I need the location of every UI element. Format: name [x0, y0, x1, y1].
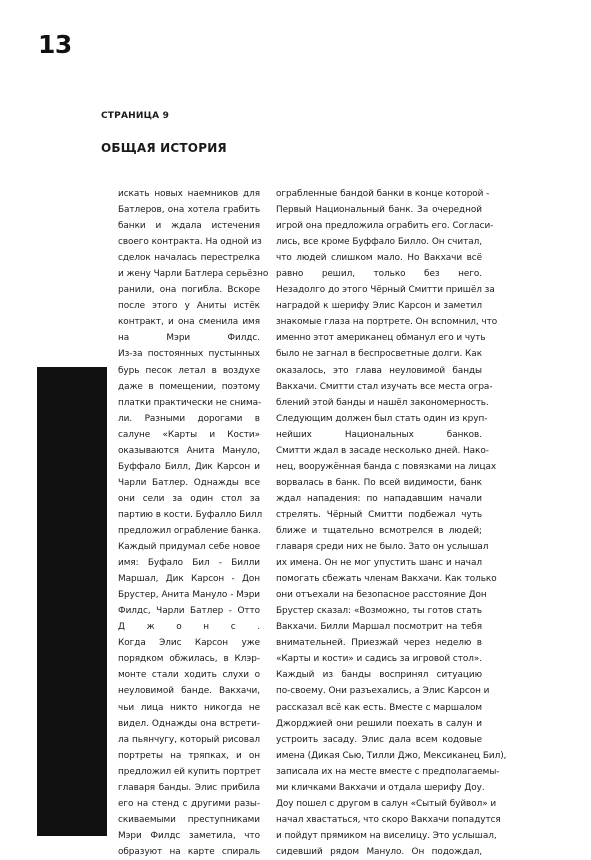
text-line: Джорджией они решили поехать в салун и [276, 718, 482, 729]
text-line: ждал нападения: по нападавшим начали [276, 493, 482, 504]
text-line: что людей слишком мало. Но Вакхачи всё [276, 253, 482, 264]
text-line: их имена. Он не мог упустить шанс и начал [276, 558, 482, 569]
text-line: после этого у Аниты истёк [118, 301, 260, 312]
text-line: монте стали ходить слухи о [118, 670, 260, 681]
text-line: именно этот американец обманул его и чуть [276, 333, 486, 344]
text-line: Чарли Батлер. Однажды все [118, 477, 260, 488]
text-line: чьи лица никто никогда не [118, 702, 260, 713]
text-line: и пойдут прямиком на виселицу. Это услышал, [276, 830, 497, 841]
text-line: по-своему. Они разъехались, а Элис Карсон и [276, 686, 490, 697]
text-line: портреты на тряпках, и он [118, 750, 260, 761]
text-line: наградой к шерифу Элис Карсон и заметил [276, 301, 482, 312]
text-line: бурь песок летал в воздухе [118, 365, 260, 376]
text-line: начал хвастаться, что скоро Вакхачи попадутся [276, 814, 501, 825]
text-line: внимательней. Приезжай через неделю в [276, 638, 482, 649]
text-line: Вакхачи. Смитти стал изучать все места огра- [276, 381, 493, 392]
text-line: оказываются Анита Мануло, [118, 445, 260, 456]
text-line: скиваемыми преступниками [118, 814, 260, 825]
text-line: ли. Разными дорогами в [118, 413, 260, 424]
text-line: видел. Однажды она встрети- [118, 718, 260, 729]
decorative-black-bar [37, 367, 107, 836]
text-line: банки и ждала истечения [118, 221, 260, 232]
text-line: салуне «Карты и Кости» [118, 429, 260, 440]
text-line: Буффало Билл, Дик Карсон и [118, 461, 260, 472]
text-line: Батлеров, она хотела грабить [118, 205, 260, 216]
text-line: Мэри Филдс заметила, что [118, 830, 260, 841]
text-line: главаря банды. Элис прибила [118, 782, 260, 793]
text-line: Каждый из банды воспринял ситуацию [276, 670, 482, 681]
text-line: порядком обжилась, в Клэр- [118, 654, 260, 665]
text-line: партию в кости. Буфалло Билл [118, 509, 263, 520]
text-line: было не загнал в беспросветные долги. Как [276, 349, 482, 360]
text-line: сделок началась перестрелка [118, 253, 260, 264]
text-line: Вакхачи. Билли Маршал посмотрит на тебя [276, 622, 482, 633]
text-line: ограбленные бандой банки в конце которой - [276, 189, 490, 199]
text-line: предложил ей купить портрет [118, 766, 261, 777]
text-line: образуют на карте спираль [118, 846, 260, 857]
text-line: Д ж о н с . [118, 622, 260, 633]
text-line: неуловимой банде. Вакхачи, [118, 686, 260, 697]
text-line: ранили, она погибла. Вскоре [118, 285, 260, 296]
text-line: рассказал всё как есть. Вместе с маршалом [276, 702, 482, 713]
text-line: Доу пошел с другом в салун «Сытый буйвол» и [276, 798, 497, 809]
text-line: ми кличками Вакхачи и отдала шерифу Доу. [276, 782, 485, 793]
text-line: записала их на месте вместе с предполагаемы- [276, 766, 500, 777]
text-line: Следующим должен был стать один из круп- [276, 413, 488, 424]
text-line: Из-за постоянных пустынных [118, 349, 260, 360]
text-line: устроить засаду. Элис дала всем кодовые [276, 734, 482, 745]
text-line: даже в помещении, поэтому [118, 381, 260, 392]
text-line: «Карты и кости» и садись за игровой стол». [276, 654, 483, 665]
text-line: ла пьянчугу, который рисовал [118, 734, 260, 745]
section-label: СТРАНИЦА 9 [101, 111, 170, 121]
page-number: 13 [38, 30, 72, 59]
text-line: Маршал, Дик Карсон - Дон [118, 574, 260, 585]
text-line: на Мэри Филдс. [118, 333, 260, 344]
text-line: блений этой банды и нашёл закономерность. [276, 397, 489, 408]
text-line: Незадолго до этого Чёрный Смитти пришёл за [276, 285, 495, 296]
text-line: Брустер, Анита Мануло - Мэри [118, 590, 260, 601]
text-line: оказалось, это глава неуловимой банды [276, 365, 482, 376]
text-line: Каждый придумал себе новое [118, 542, 260, 553]
text-line: своего контракта. На одной из [118, 237, 262, 248]
left-text-column [118, 186, 269, 860]
text-line: Брустер сказал: «Возможно, ты готов стать [276, 606, 482, 617]
text-line: предложил ограбление банка. [118, 525, 261, 536]
text-line: и жену Чарли Батлера серьёзно [118, 269, 269, 280]
text-line: ворвалась в банк. По всей видимости, банк [276, 477, 482, 488]
text-line: сидевший рядом Мануло. Он подождал, [276, 846, 482, 857]
text-line: игрой она предложила ограбить его. Согласи- [276, 221, 494, 232]
text-line: Смитти ждал в засаде несколько дней. Нако- [276, 445, 489, 456]
text-line: равно решил, только без него. [276, 269, 482, 280]
right-text-column [276, 186, 507, 860]
text-line: Филдс, Чарли Батлер - Отто [118, 606, 260, 617]
text-line: помогать сбежать членам Вакхачи. Как только [276, 574, 497, 585]
text-line: Первый Национальный банк. За очередной [276, 205, 482, 216]
text-line: Когда Элис Карсон уже [118, 638, 260, 649]
text-line: знакомые глаза на портрете. Он вспомнил, что [276, 317, 498, 328]
text-line: ближе и тщательно всмотрелся в людей; [276, 525, 482, 536]
text-line: искать новых наемников для [118, 189, 260, 199]
text-line: нейших Национальных банков. [276, 429, 482, 440]
text-line: стрелять. Чёрный Смитти подбежал чуть [276, 509, 482, 520]
text-line: они отъехали на безопасное расстояние Дон [276, 590, 487, 601]
text-line: его на стенд с другими разы- [118, 798, 260, 809]
text-line: имя: Буфало Бил - Билли [118, 558, 260, 569]
text-line: контракт, и она сменила имя [118, 317, 260, 328]
text-line: главаря среди них не было. Зато он услышал [276, 542, 489, 553]
text-line: имена (Дикая Сью, Тилли Джо, Мексиканец Бил), [276, 750, 507, 761]
text-line: платки практически не снима- [118, 397, 262, 408]
text-line: они сели за один стол за [118, 493, 260, 504]
section-heading: ОБЩАЯ ИСТОРИЯ [101, 141, 227, 155]
text-line: нец, вооружённая банда с повязками на лицах [276, 461, 497, 472]
text-line: лись, все кроме Буффало Билло. Он считал, [276, 237, 482, 248]
